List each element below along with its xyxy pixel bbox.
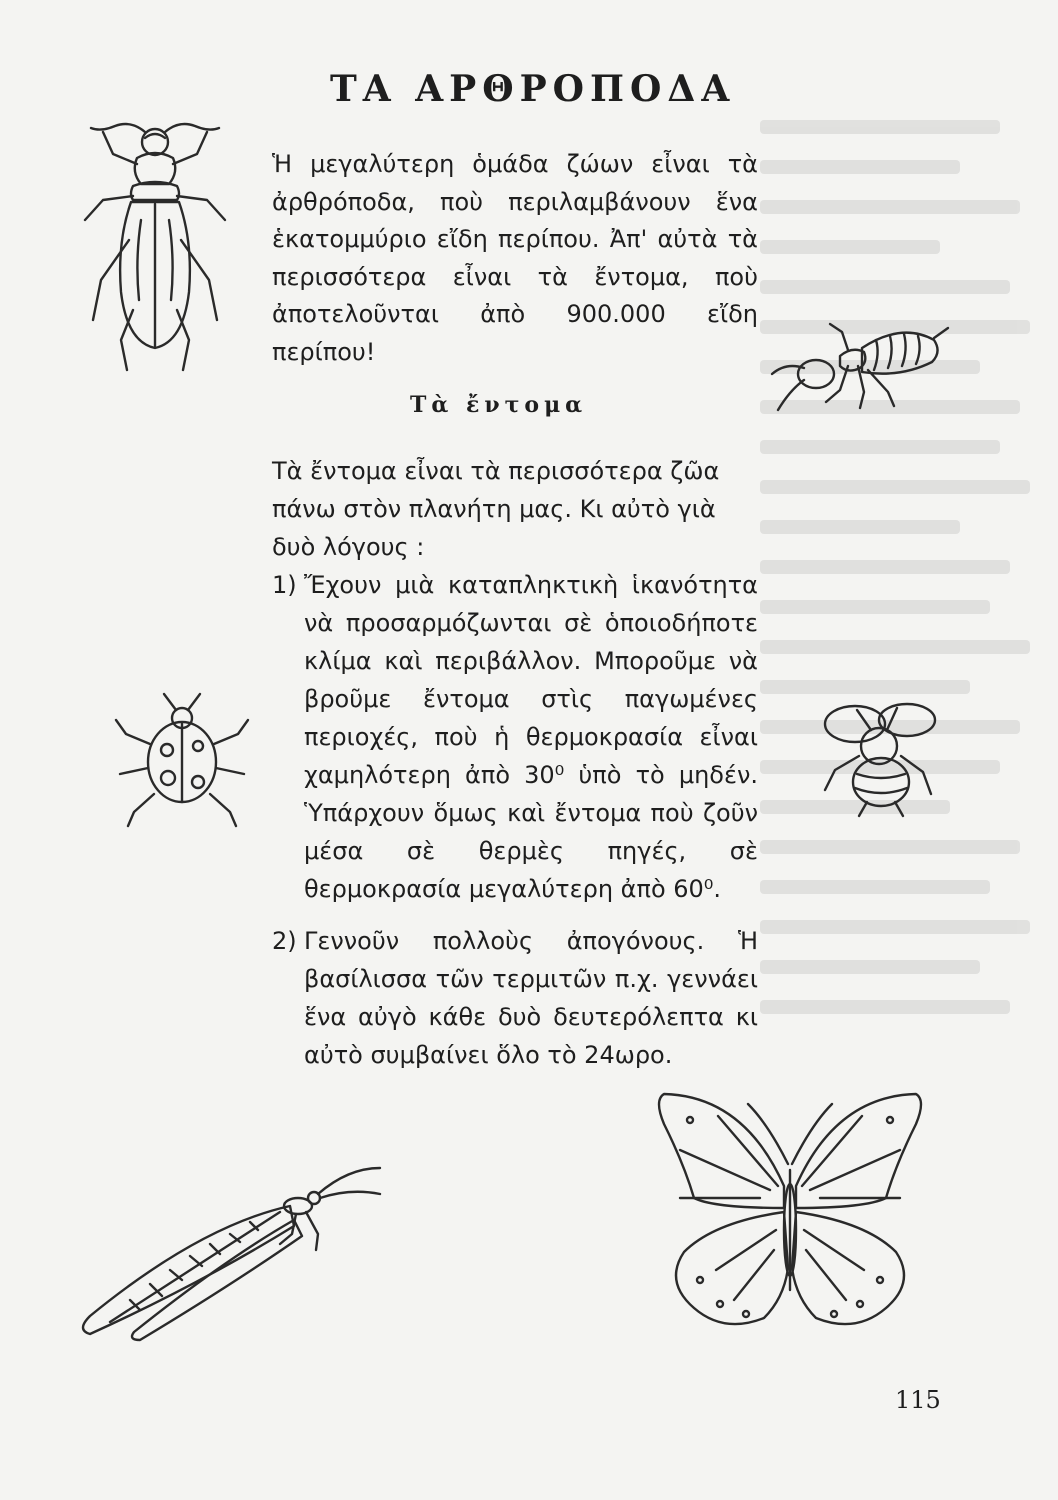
list-item <box>272 922 758 1074</box>
lead-paragraph: Τὰ ἔντομα εἶναι τὰ περισσότερα ζῶα πάνω στὸν πλανήτη μας. Κι αὐτὸ γιὰ δυὸ λόγους : <box>272 457 720 561</box>
list-item-text: Ἔχουν μιὰ καταπληκτικὴ ἱκανότητα νὰ προσαρμόζωνται σὲ ὁποιοδήποτε κλίμα καὶ περιβάλλον. Μποροῦμε νὰ βροῦμε ἔντομα στὶς παγωμένες περιοχές, ποὺ ἡ θερμοκρασία εἶναι χαμηλότερη ἀπὸ 30⁰ ὑπὸ τὸ μηδέν. Ὑπάρχουν ὅμως καὶ ἔντομα ποὺ ζοῦν μέσα σὲ θερμὲς πηγές, σὲ θερμοκρασία μεγαλύτερη ἀπὸ 60⁰. <box>304 571 758 903</box>
intro-paragraph: Ἡ μεγαλύτερη ὁμάδα ζώων εἶναι τὰ ἀρθρόποδα, ποὺ περιλαμβάνουν ἕνα ἑκατομμύριο εἴδη περίπου. Ἀπ' αὐτὰ τὰ περισσότερα εἶναι τὰ ἔντομα, ποὺ ἀποτελοῦνται ἀπὸ 900.000 εἴδη περίπου! <box>272 150 758 366</box>
beetle-illustration <box>75 120 235 380</box>
list-item <box>272 566 758 908</box>
list-item-number: 2) <box>272 927 297 955</box>
list-item-number: 1) <box>272 571 297 599</box>
list-item-text: Γεννοῦν πολλοὺς ἀπογόνους. Ἡ βασίλισσα τῶν τερμιτῶν π.χ. γεννάει ἕνα αὐγὸ κάθε δυὸ δευτερόλεπτα κι αὐτὸ συμβαίνει ὅλο τὸ 24ωρο. <box>304 927 758 1069</box>
section-heading: Τὰ ἔντομα <box>410 392 588 418</box>
bee-illustration <box>815 690 945 820</box>
ladybug-illustration <box>112 690 252 830</box>
show-through-text <box>760 120 1050 1120</box>
lacewing-illustration <box>70 1160 390 1340</box>
page-title: ΤΑ ΑΡΘΡΟΠΟΔΑ <box>330 68 736 110</box>
page-number: 115 <box>895 1386 941 1414</box>
butterfly-illustration <box>650 1090 940 1360</box>
termite-illustration <box>770 318 950 418</box>
